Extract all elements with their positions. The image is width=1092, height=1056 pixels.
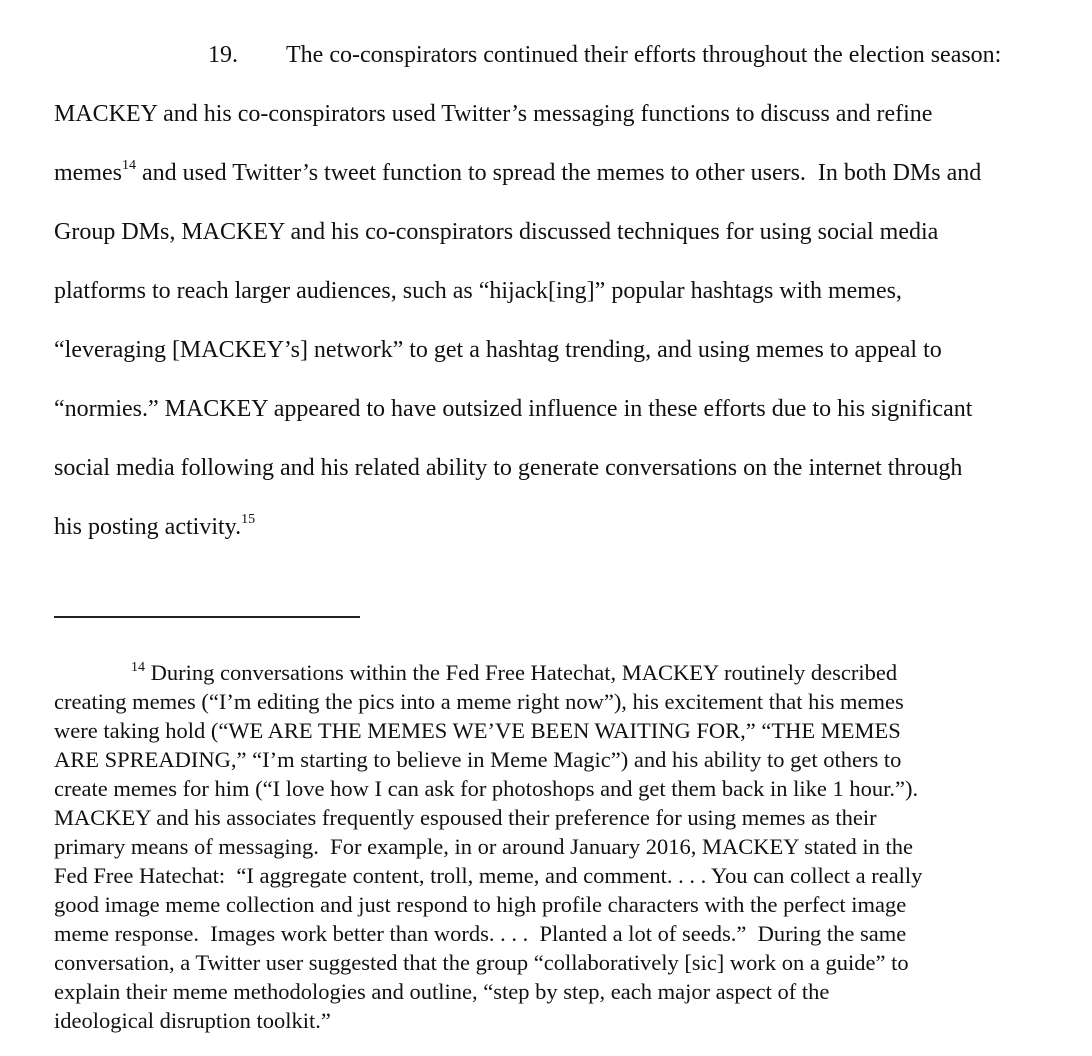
paragraph-line: Group DMs, MACKEY and his co-conspirators discussed techniques for using social media [54, 219, 939, 245]
footnote-separator [54, 616, 360, 618]
paragraph-text: his posting activity. [54, 514, 242, 540]
paragraph-text: The co-conspirators continued their efforts throughout the election season: [286, 42, 1002, 68]
footnote-marker: 14 [131, 659, 145, 675]
footnote-line: creating memes (“I’m editing the pics into a meme right now”), his excitement that his memes [54, 689, 904, 714]
footnote-text: During conversations within the Fed Free Hatechat, MACKEY routinely described [145, 660, 898, 685]
paragraph-line: MACKEY and his co-conspirators used Twitter’s messaging functions to discuss and refine [54, 101, 933, 127]
footnote-line: Fed Free Hatechat: “I aggregate content, troll, meme, and comment. . . . You can collect a really [54, 863, 923, 888]
footnote-line: meme response. Images work better than words. . . . Planted a lot of seeds.” During the same [54, 921, 907, 946]
paragraph-line: social media following and his related ability to generate conversations on the internet through [54, 455, 963, 481]
footnote-line: ARE SPREADING,” “I’m starting to believe in Meme Magic”) and his ability to get others to [54, 747, 902, 772]
paragraph-line [54, 513, 255, 541]
paragraph-line: “leveraging [MACKEY’s] network” to get a hashtag trending, and using memes to appeal to [54, 337, 942, 363]
paragraph-line [54, 159, 981, 187]
paragraph-number: 19. [208, 42, 238, 68]
footnote-reference[interactable]: 14 [121, 158, 136, 173]
footnote-line: conversation, a Twitter user suggested that the group “collaboratively [sic] work on a guide” to [54, 950, 909, 975]
paragraph-text: and used Twitter’s tweet function to spread the memes to other users. In both DMs and [135, 160, 982, 186]
paragraph-line: platforms to reach larger audiences, such as “hijack[ing]” popular hashtags with memes, [54, 278, 902, 304]
paragraph-line [208, 41, 1001, 69]
footnote-line: were taking hold (“WE ARE THE MEMES WE’VE BEEN WAITING FOR,” “THE MEMES [54, 718, 901, 743]
footnote-reference[interactable]: 15 [241, 512, 256, 527]
footnote-line [131, 660, 897, 686]
footnote-line: MACKEY and his associates frequently espoused their preference for using memes as their [54, 805, 877, 830]
paragraph-text: memes [54, 160, 122, 186]
footnote-line: explain their meme methodologies and outline, “step by step, each major aspect of the [54, 979, 830, 1004]
footnote-line: primary means of messaging. For example, in or around January 2016, MACKEY stated in the [54, 834, 913, 859]
footnote-line: good image meme collection and just respond to high profile characters with the perfect image [54, 892, 907, 917]
footnote-line: create memes for him (“I love how I can ask for photoshops and get them back in like 1 hour.”). [54, 776, 919, 801]
paragraph-line: “normies.” MACKEY appeared to have outsized influence in these efforts due to his significant [54, 396, 973, 422]
footnote-line: ideological disruption toolkit.” [54, 1008, 331, 1033]
